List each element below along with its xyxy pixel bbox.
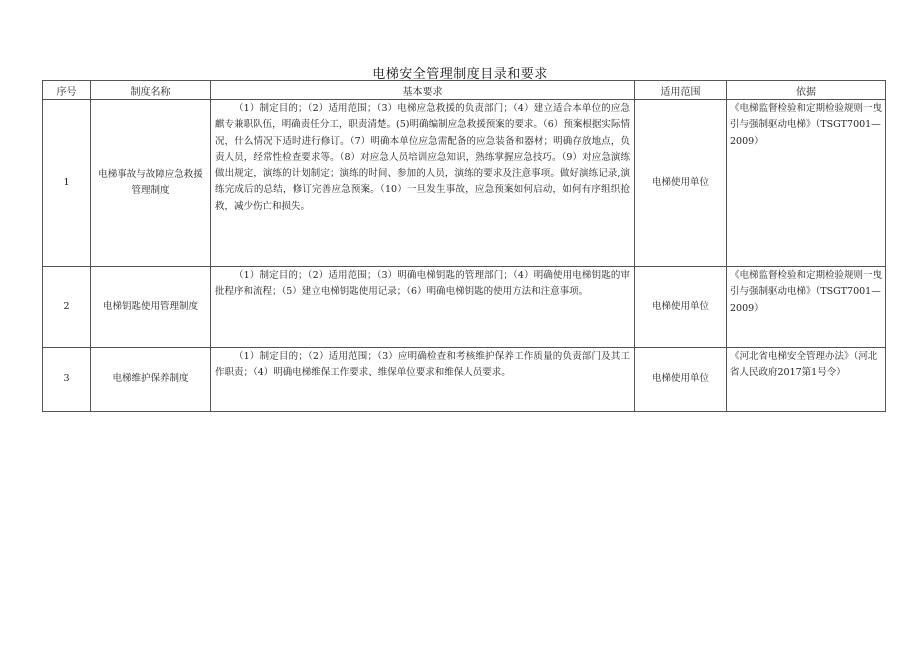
row-basis: 《电梯监督检验和定期检验规则一曳引与强制驱动电梯》（TSGT7001—2009）: [727, 267, 886, 348]
header-name: 制度名称: [91, 81, 211, 100]
requirements-text: （1）制定目的；（2）适用范围；（3）电梯应急救援的负责部门；（4）建立适合本单位的应急麒专兼职队伍，明确责任分工，职责清楚。(5)明确编制应急救援预案的要求。（6）预案根据实际情况，什么情况下适时进行修订。（7）明确本单位应急需配备的应急装备和器材；明确存放地点，负责人员，经常性检查要求等。（8）对应急人员培训应急知识，熟练掌握应急技巧。（9）对应急演练做出规定，演练的计划制定；演练的时间、参加的人员，演练的要求及注意事项。做好演练记录,演练完成后的总结，修订完善应急预案。（10）一旦发生事故，应急预案如何启动，如何有序组织抢救，减少伤亡和损失。: [215, 103, 630, 212]
row-requirements: [211, 267, 635, 348]
header-no: 序号: [43, 81, 91, 100]
row-no: 3: [43, 348, 91, 412]
row-no: 1: [43, 100, 91, 267]
table-row: [43, 348, 886, 412]
requirements-text: （1）制定目的；（2）适用范围；（3）应明确检查和考核维护保养工作质量的负责部门及其工作职责；（4）明确电梯维保工作要求、维保单位要求和维保人员要求。: [215, 351, 630, 379]
row-scope: 电梯使用单位: [635, 348, 727, 412]
row-no: 2: [43, 267, 91, 348]
row-basis: 《电梯监督检验和定期检验规则一曳引与强制驱动电梯》（TSGT7001—2009）: [727, 100, 886, 267]
table-row: [43, 100, 886, 267]
regulations-table: [42, 80, 886, 412]
header-scope: 适用范围: [635, 81, 727, 100]
row-scope: 电梯使用单位: [635, 267, 727, 348]
row-name: 电梯钥匙使用管理制度: [91, 267, 211, 348]
row-requirements: [211, 348, 635, 412]
row-basis: 《河北省电梯安全管理办法》（河北省人民政府2017第1号令）: [727, 348, 886, 412]
requirements-text: （1）制定目的；（2）适用范围；（3）明确电梯钥匙的管理部门；（4）明确使用电梯钥匙的审批程序和流程；（5）建立电梯钥匙使用记录；（6）明确电梯钥匙的使用方法和注意事项。: [215, 270, 630, 298]
header-requirements: 基本要求: [211, 81, 635, 100]
row-name: 电梯维护保养制度: [91, 348, 211, 412]
table-header-row: [43, 81, 886, 100]
document-title: 电梯安全管理制度目录和要求: [372, 67, 548, 82]
row-scope: 电梯使用单位: [635, 100, 727, 267]
row-requirements: [211, 100, 635, 267]
row-name: 电梯事故与故障应急救援管理制度: [91, 100, 211, 267]
table-row: [43, 267, 886, 348]
header-basis: 依据: [727, 81, 886, 100]
